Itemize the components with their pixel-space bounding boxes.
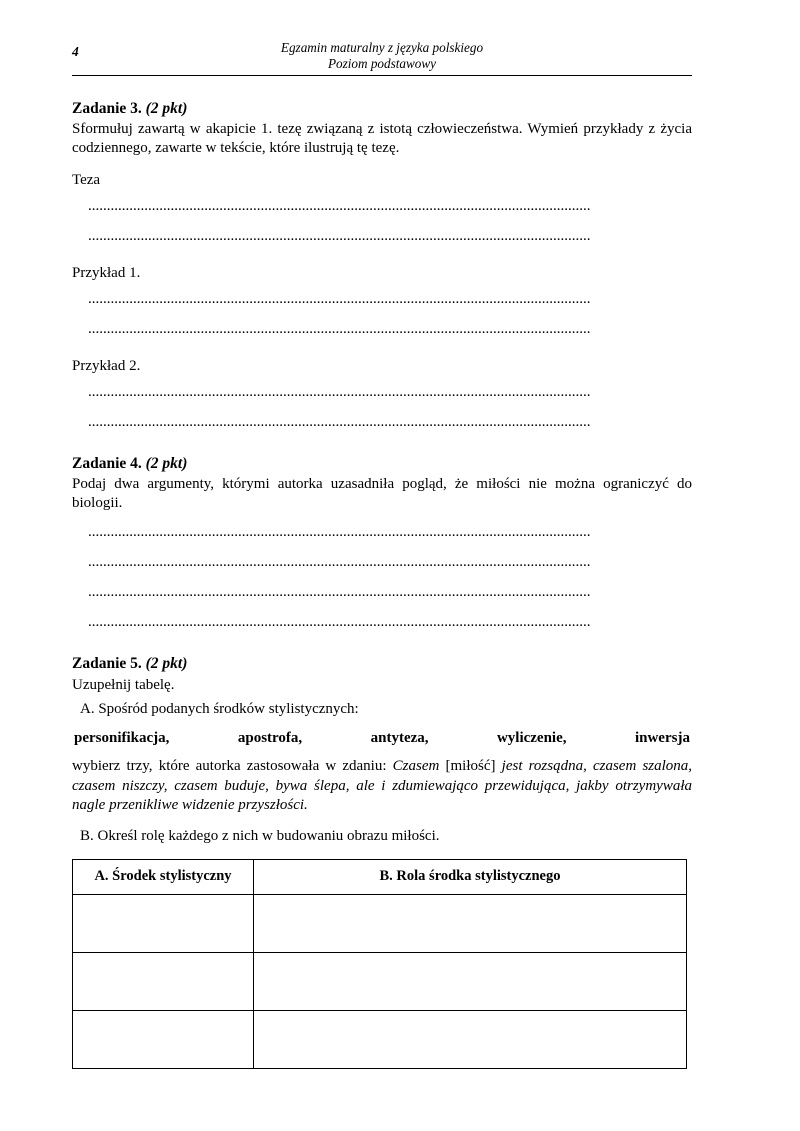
table-cell-device[interactable] <box>73 1010 254 1068</box>
table-cell-device[interactable] <box>73 952 254 1010</box>
task-3-text: Sformułuj zawartą w akapicie 1. tezę związaną z istotą człowieczeństwa. Wymień przykłady z życia codziennego, zawarte w tekście, które ilustrują tę tezę. <box>72 121 692 156</box>
task-5-quote-block <box>72 757 692 816</box>
task-3-przyklad-2-label: Przykład 2. <box>72 358 141 374</box>
task-5-part-a: A. Spośród podanych środków stylistycznych: <box>80 701 359 717</box>
table-cell-role[interactable] <box>254 894 687 952</box>
answer-line[interactable]: ...................................................................................................................................... <box>88 291 591 307</box>
task-3-label: Zadanie 3. <box>72 100 142 117</box>
task-5-quote-rest: jest rozsądna, czasem szalona, czasem niszczy, czasem buduje, bywa ślepa, ale i zdumiewająco przewidująca, jakby otrzymywała nagle przenikliwe widzenie przyszłości. <box>72 758 693 813</box>
task-4-title <box>72 455 692 473</box>
table-header-device: A. Środek stylistyczny <box>73 859 254 894</box>
device-item: wyliczenie, <box>496 730 567 746</box>
answer-line[interactable]: ...................................................................................................................................... <box>88 584 591 600</box>
task-5-quote-bracket: [miłość] <box>445 758 496 774</box>
task-3-przyklad-1-label: Przykład 1. <box>72 265 141 281</box>
task-3-title <box>72 100 692 118</box>
table-cell-device[interactable] <box>73 894 254 952</box>
task-5-quote-intro: wybierz trzy, które autorka zastosowała w zdaniu: <box>72 758 387 774</box>
table-row <box>73 1010 687 1068</box>
answer-line[interactable]: ...................................................................................................................................... <box>88 414 591 430</box>
header-divider <box>72 75 692 76</box>
page-header <box>72 40 692 82</box>
table-row <box>73 952 687 1010</box>
header-exam-title: Egzamin maturalny z języka polskiego <box>280 40 484 55</box>
task-4-label: Zadanie 4. <box>72 455 142 472</box>
table-row <box>73 894 687 952</box>
answer-line[interactable]: ...................................................................................................................................... <box>88 321 591 337</box>
answer-line[interactable]: ...................................................................................................................................... <box>88 198 591 214</box>
page-number: 4 <box>72 44 79 59</box>
answer-line[interactable]: ...................................................................................................................................... <box>88 384 591 400</box>
table-header-row <box>73 859 687 894</box>
task-5-instruction: Uzupełnij tabelę. <box>72 677 175 693</box>
device-item: apostrofa, <box>237 730 303 746</box>
answer-line[interactable]: ...................................................................................................................................... <box>88 554 591 570</box>
header-title <box>72 40 692 71</box>
device-item: inwersja <box>634 730 690 746</box>
task-3-teza-label: Teza <box>72 172 101 188</box>
device-item: antyteza, <box>370 730 429 746</box>
task-5-title <box>72 655 692 673</box>
page-content <box>72 40 692 1069</box>
answer-table <box>72 859 687 1069</box>
header-exam-level: Poziom podstawowy <box>327 55 437 71</box>
answer-line[interactable]: ...................................................................................................................................... <box>88 524 591 540</box>
answer-line[interactable]: ...................................................................................................................................... <box>88 228 591 244</box>
task-4-points: (2 pkt) <box>145 455 188 472</box>
stylistic-devices-list <box>72 730 692 747</box>
table-cell-role[interactable] <box>254 952 687 1010</box>
task-3-points: (2 pkt) <box>145 100 188 117</box>
task-5-part-b: B. Określ rolę każdego z nich w budowaniu obrazu miłości. <box>80 827 440 844</box>
table-cell-role[interactable] <box>254 1010 687 1068</box>
task-4-text: Podaj dwa argumenty, którymi autorka uzasadniła pogląd, że miłości nie można ograniczyć do biologii. <box>72 476 692 511</box>
answer-line[interactable]: ...................................................................................................................................... <box>88 614 591 630</box>
task-5-quote-word: Czasem <box>392 758 440 774</box>
task-5-label: Zadanie 5. <box>72 655 142 672</box>
task-5-points: (2 pkt) <box>145 655 188 672</box>
table-header-role: B. Rola środka stylistycznego <box>254 859 687 894</box>
device-item: personifikacja, <box>74 730 170 746</box>
